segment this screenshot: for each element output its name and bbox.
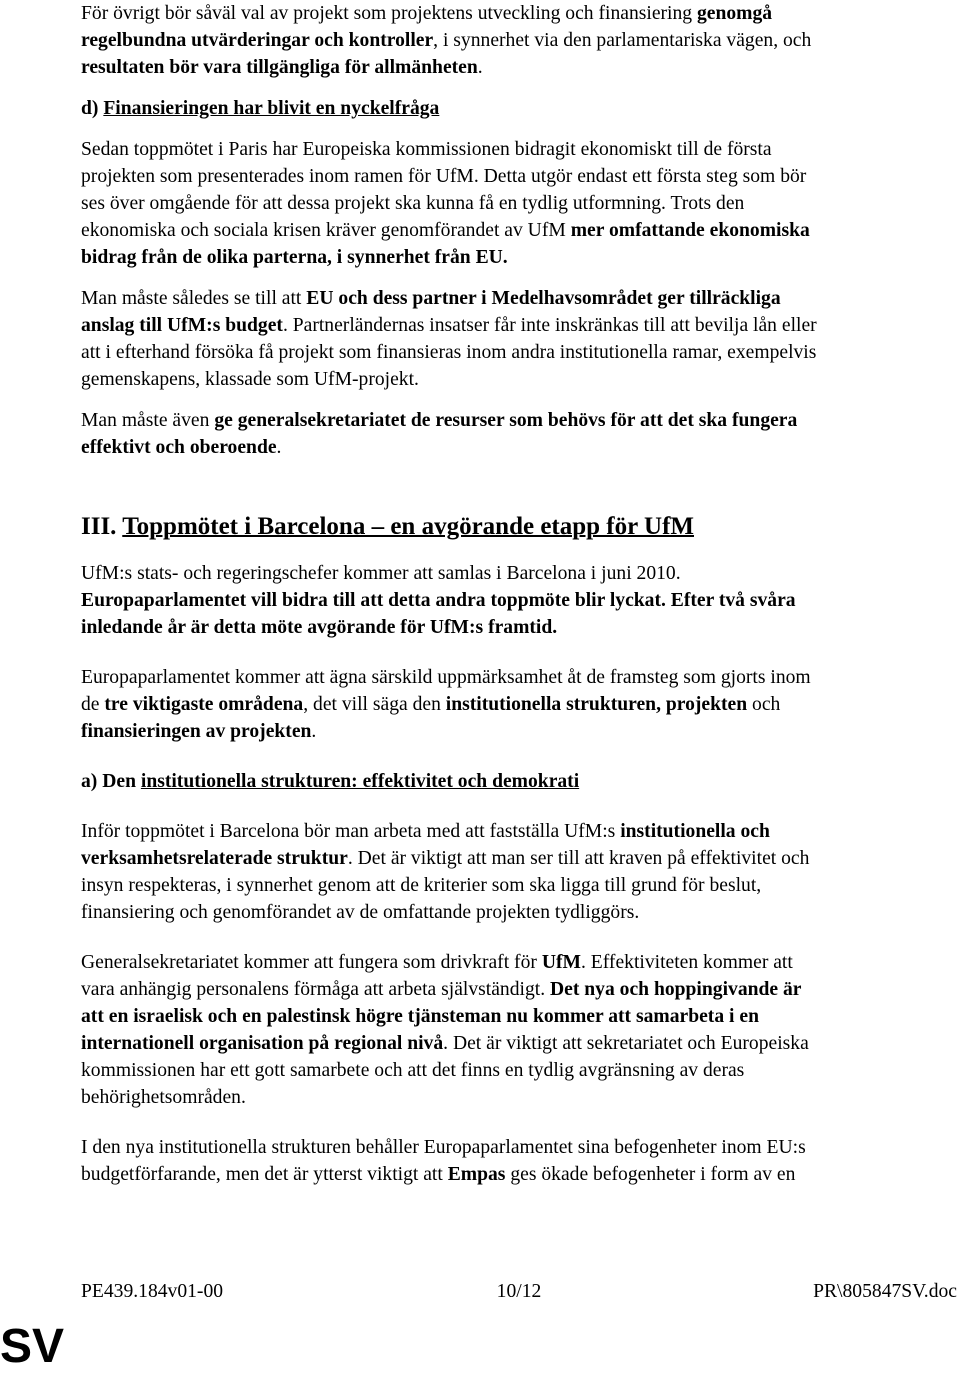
text-line: kommissionen har ett gott samarbete och att det finns en tydlig avgränsning av deras — [81, 1060, 745, 1081]
paragraph — [81, 560, 951, 641]
text-line: Sedan toppmötet i Paris har Europeiska kommissionen bidragit ekonomiskt till de första — [81, 139, 772, 160]
text-line: effektivt och oberoende. — [81, 437, 282, 458]
paragraph — [81, 136, 951, 271]
text-line: budgetförfarande, men det är ytterst viktigt att Empas ges ökade befogenheter i form av en — [81, 1164, 796, 1185]
section-title-barcelona: III. Toppmötet i Barcelona – en avgörande etapp för UfM — [81, 513, 694, 540]
text-line: I den nya institutionella strukturen behåller Europaparlamentet sina befogenheter inom EU:s — [81, 1137, 806, 1158]
text-line: För övrigt bör såväl val av projekt som projektens utveckling och finansiering genomgå — [81, 3, 773, 24]
text-line: att en israelisk och en palestinsk högre tjänsteman nu kommer att samarbeta i en — [81, 1006, 759, 1027]
paragraph — [81, 949, 951, 1111]
text-line: Generalsekretariatet kommer att fungera som drivkraft för UfM. Effektiviteten kommer att — [81, 952, 793, 973]
text-line: bidrag från de olika parterna, i synnerhet från EU. — [81, 247, 508, 268]
page-footer — [81, 1278, 957, 1306]
text-line: behörighetsområden. — [81, 1087, 246, 1108]
text-line: verksamhetsrelaterade struktur. Det är viktigt att man ser till att kraven på effektivitet och — [81, 848, 810, 869]
text-line: anslag till UfM:s budget. Partnerländernas insatser får inte inskränkas till att bevilja lån eller — [81, 315, 817, 336]
subheading-institutional-structure: a) Den institutionella strukturen: effektivitet och demokrati — [81, 771, 580, 792]
text-line: vara anhängig personalens förmåga att arbeta självständigt. Det nya och hoppingivande är — [81, 979, 802, 1000]
paragraph — [81, 285, 951, 393]
text-line: Inför toppmötet i Barcelona bör man arbeta med att fastställa UfM:s institutionella och — [81, 821, 770, 842]
language-code: SV — [0, 1320, 65, 1373]
text-line: UfM:s stats- och regeringschefer kommer att samlas i Barcelona i juni 2010. — [81, 563, 681, 584]
file-reference: PR\805847SV.doc — [813, 1281, 957, 1302]
text-line: de tre viktigaste områdena, det vill säga den institutionella strukturen, projekten och — [81, 694, 781, 715]
text-line: Europaparlamentet kommer att ägna särskild uppmärksamhet åt de framsteg som gjorts inom — [81, 667, 811, 688]
paragraph — [81, 407, 951, 461]
subheading-financing: d) Finansieringen har blivit en nyckelfråga — [81, 98, 440, 119]
text-line: gemenskapens, klassade som UfM-projekt. — [81, 369, 419, 390]
text-line: inledande år är detta möte avgörande för UfM:s framtid. — [81, 617, 558, 638]
document-reference: PE439.184v01-00 — [81, 1281, 224, 1302]
text-line: att i efterhand försöka få projekt som finansieras inom andra institutionella ramar, exempelvis — [81, 342, 817, 363]
text-line: Europaparlamentet vill bidra till att detta andra toppmöte blir lyckat. Efter två svåra — [81, 590, 796, 611]
text-line: internationell organisation på regional nivå. Det är viktigt att sekretariatet och Europeiska — [81, 1033, 809, 1054]
text-line: insyn respekteras, i synnerhet genom att de kriterier som ska ligga till grund för beslut, — [81, 875, 762, 896]
text-line: finansieringen av projekten. — [81, 721, 317, 742]
text-line: projekten som presenterades inom ramen för UfM. Detta utgör endast ett första steg som bör — [81, 166, 807, 187]
body-text — [81, 0, 951, 1188]
text-line: regelbundna utvärderingar och kontroller, i synnerhet via den parlamentariska vägen, och — [81, 30, 812, 51]
paragraph — [81, 1134, 951, 1188]
paragraph — [81, 818, 951, 926]
paragraph — [81, 664, 951, 745]
paragraph — [81, 0, 951, 81]
text-line: ses över omgående för att dessa projekt ska kunna få en tydlig utformning. Trots den — [81, 193, 745, 214]
text-line: Man måste således se till att EU och dess partner i Medelhavsområdet ger tillräckliga — [81, 288, 781, 309]
text-line: finansiering och genomförandet av de omfattande projekten tydliggörs. — [81, 902, 640, 923]
text-line: ekonomiska och sociala krisen kräver genomförandet av UfM mer omfattande ekonomiska — [81, 220, 810, 241]
text-line: resultaten bör vara tillgängliga för allmänheten. — [81, 57, 483, 78]
text-line: Man måste även ge generalsekretariatet de resurser som behövs för att det ska fungera — [81, 410, 798, 431]
page-number: 10/12 — [496, 1281, 542, 1302]
